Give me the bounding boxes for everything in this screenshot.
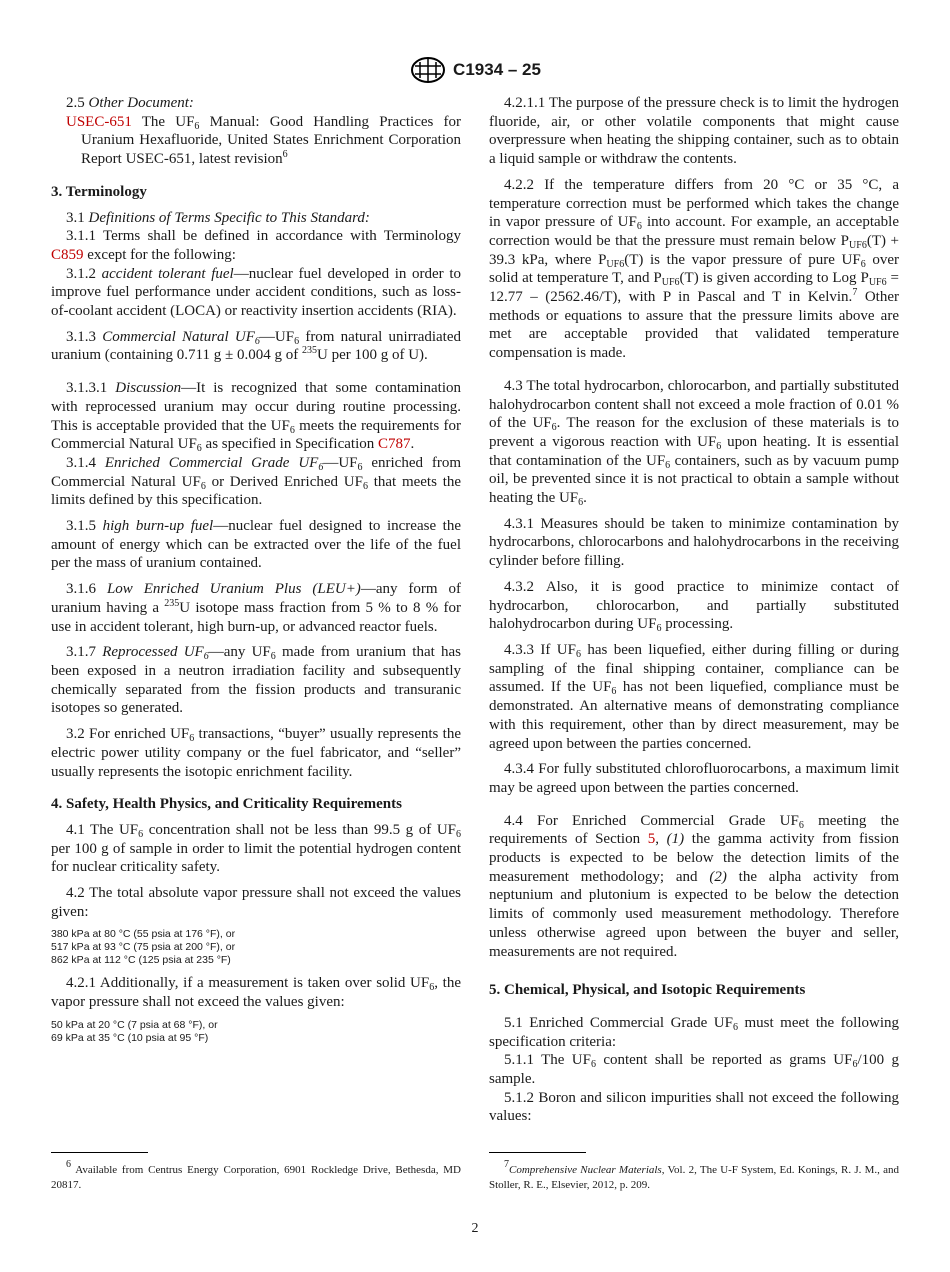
- solid-vapor-pressure-limits: [51, 1019, 461, 1045]
- section-5-1: 5.1 Enriched Commercial Grade $UF_6$ must meet the following specification criteria:: [489, 1014, 899, 1050]
- limit-line: 862 kPa at 112 °C (125 psia at 235 °F): [51, 954, 231, 967]
- section-3-2: 3.2 For enriched $UF_6$ transactions, “buyer” usually represents the electric power utility company or the fuel fabricator, and “seller” usually represents the isotopic enrichment facility.: [51, 726, 461, 780]
- section-3-1-3-1: 3.1.3.1 Discussion—It is recognized that some contamination with reprocessed uranium may occur during routine processing. This is acceptable provided that the $UF_6$ meets the requirements for Commercial Natural $UF_6$ as specified in Specification C787.: [51, 380, 461, 455]
- section-2-5: 2.5 Other Document:: [66, 95, 194, 111]
- section-4-3-4: 4.3.4 For fully substituted chlorofluorocarbons, a maximum limit may be agreed upon between the parties concerned.: [489, 761, 899, 796]
- footnote-rule-left: [51, 1152, 148, 1153]
- section-5-1-2: 5.1.2 Boron and silicon impurities shall not exceed the following values:: [489, 1089, 899, 1125]
- section-5-heading: 5. Chemical, Physical, and Isotopic Requirements: [489, 982, 806, 999]
- usec-651-link[interactable]: USEC-651: [66, 113, 132, 130]
- astm-logo-icon: [409, 56, 447, 84]
- section-4-2-1: 4.2.1 Additionally, if a measurement is taken over solid $UF_6$, the vapor pressure shall not exceed the values given:: [51, 975, 461, 1011]
- section-3-1-6: 3.1.6 Low Enriched Uranium Plus (LEU+)—any form of uranium having a $^{235}$U isotope mass fraction from 5 % to 8 % for use in accident tolerant, high burn-up, or advanced reactor fuels.: [51, 581, 461, 635]
- section-3-1-5: 3.1.5 high burn-up fuel—nuclear fuel designed to increase the amount of energy which can be extracted over the life of the fuel per the mass of uranium contained.: [51, 518, 462, 572]
- section-4-1: 4.1 The $UF_6$ concentration shall not be less than 99.5 g of $UF_6$ per 100 g of sample in order to limit the potential hydrogen content for nuclear criticality safety.: [51, 821, 461, 876]
- limit-line: 380 kPa at 80 °C (55 psia at 176 °F), or: [51, 928, 236, 941]
- c787-link[interactable]: C787: [378, 436, 411, 453]
- page-header: [0, 56, 950, 84]
- c859-link[interactable]: C859: [51, 246, 84, 263]
- section-4-heading: 4. Safety, Health Physics, and Criticality Requirements: [51, 796, 402, 813]
- section-3-1-4: 3.1.4 Enriched Commercial Grade $UF_6—UF_6$ enriched from Commercial Natural $UF_6$ or Derived Enriched $UF_6$ that meets the limits defined by this specification.: [51, 454, 462, 509]
- section-4-3: 4.3 The total hydrocarbon, chlorocarbon, and partially substituted halohydrocarbon content shall not exceed a mole fraction of 0.01 % of the $UF_6$. The reason for the exclusion of these materials is to prevent a vigorous reaction with $UF_6$ upon heating. It is essential that contamination of the $UF_6$ containers, such as by vacuum pump oil, be prevented since it is not practical to obtain a sample without heating the $UF_6$.: [489, 377, 900, 509]
- right-column: [489, 94, 899, 1126]
- left-column: [51, 94, 461, 1045]
- page-number: 2: [471, 1221, 479, 1236]
- section-5-1-1: 5.1.1 The $UF_6$ content shall be reported as grams $UF_6/100$ g sample.: [489, 1052, 899, 1088]
- limit-line: 517 kPa at 93 °C (75 psia at 200 °F), or: [51, 941, 236, 954]
- section-3-1-1: 3.1.1 Terms shall be defined in accordance with Terminology C859 except for the following:: [51, 228, 461, 263]
- footnote-7: $^7$Comprehensive Nuclear Materials, Vol. 2, The U-F System, Ed. Konings, R. J. M., and Stoller, R. E., Elsevier, 2012, p. 209.: [489, 1159, 900, 1191]
- section-3-heading: 3. Terminology: [51, 183, 147, 200]
- section-3-1-2: 3.1.2 accident tolerant fuel—nuclear fuel developed in order to improve fuel performance under accident conditions, such as loss-of-coolant accident (LOCA) or reactivity insertion accidents (RIA).: [51, 265, 461, 320]
- reference-usec-651: USEC-651 The $UF_6$ Manual: Good Handling Practices for Uranium Hexafluoride, United States Enrichment Corporation Report USEC-651, latest revision$^6$: [66, 113, 462, 168]
- section-4-4: 4.4 For Enriched Commercial Grade $UF_6$ meeting the requirements of Section 5, (1) the gamma activity from fission products is expected to be below the detection limits of the measurement methodology; and (2) the alpha activity from neptunium and plutonium is expected to be below the detection limits of commonly used measurement methodology. Therefore unless otherwise agreed upon between the buyer and seller, measurements are not required.: [489, 812, 900, 960]
- section-4-3-2: 4.3.2 Also, it is good practice to minimize contact of hydrocarbon, chlorocarbon, and partially substituted halohydrocarbon during $UF_6$ processing.: [489, 578, 899, 635]
- footnote-rule-right: [489, 1152, 586, 1153]
- section-3-1-7: 3.1.7 Reprocessed $UF_6—any$ $UF_6$ made from uranium that has been exposed in a neutron irradiation facility and subsequently chemically separated from the fission products and transuranic isotopes so generated.: [51, 644, 461, 717]
- section-4-3-3: 4.3.3 If $UF_6$ has been liquefied, either during filling or during sampling of the final shipping container, compliance can be assumed. If the $UF_6$ has not been liquefied, compliance must be demonstrated. An alternative means of demonstrating compliance with this requirement, other than by direct measurement, may be agreed upon between the parties concerned.: [489, 641, 899, 752]
- section-4-2: 4.2 The total absolute vapor pressure shall not exceed the values given:: [51, 885, 461, 920]
- designation: C1934 – 25: [453, 60, 541, 79]
- section-4-3-1: 4.3.1 Measures should be taken to minimize contamination by hydrocarbons, chlorocarbons and halohydrocarbons in the receiving cylinder before filling.: [489, 515, 899, 570]
- section-3-1: 3.1 Definitions of Terms Specific to This Standard:: [66, 209, 370, 226]
- section-5-link[interactable]: 5: [647, 831, 656, 848]
- section-4-2-1-1: 4.2.1.1 The purpose of the pressure check is to limit the hydrogen fluoride, air, or other volatile components that might cause overpressure when heating the shipping container, such as to obtain a liquid sample or withdraw the contents.: [489, 95, 899, 168]
- vapor-pressure-limits: [51, 928, 461, 967]
- section-4-2-2: 4.2.2 If the temperature differs from 20 °C or 35 °C, a temperature correction must be performed which takes the change in vapor pressure of $UF_6$ into account. For example, an acceptable correction would be that the pressure must remain below $P_{UF6}(T) + 39.3$ kPa, where $P_{UF6}(T)$ is the vapor pressure of pure $UF_6$ over solid at temperature T, and $P_{UF6}(T)$ is given according to Log $P_{UF6} = 12.77 - (2562.46/T)$, with P in Pascal and T in Kelvin.$^7$ Other methods or equations to assure that the pressure limits above are met are acceptable provided that validated temperature compensation is made.: [489, 176, 899, 362]
- limit-line: 69 kPa at 35 °C (10 psia at 95 °F): [51, 1031, 209, 1044]
- section-3-1-3: 3.1.3 Commercial Natural $UF_6—UF_6$ from natural unirradiated uranium (containing 0.711 g ± 0.004 g of $^{235}$U per 100 g of U).: [51, 328, 462, 364]
- footnote-6: $^6$ Available from Centrus Energy Corporation, 6901 Rockledge Drive, Bethesda, MD 20817.: [51, 1159, 461, 1191]
- limit-line: 50 kPa at 20 °C (7 psia at 68 °F), or: [51, 1018, 218, 1031]
